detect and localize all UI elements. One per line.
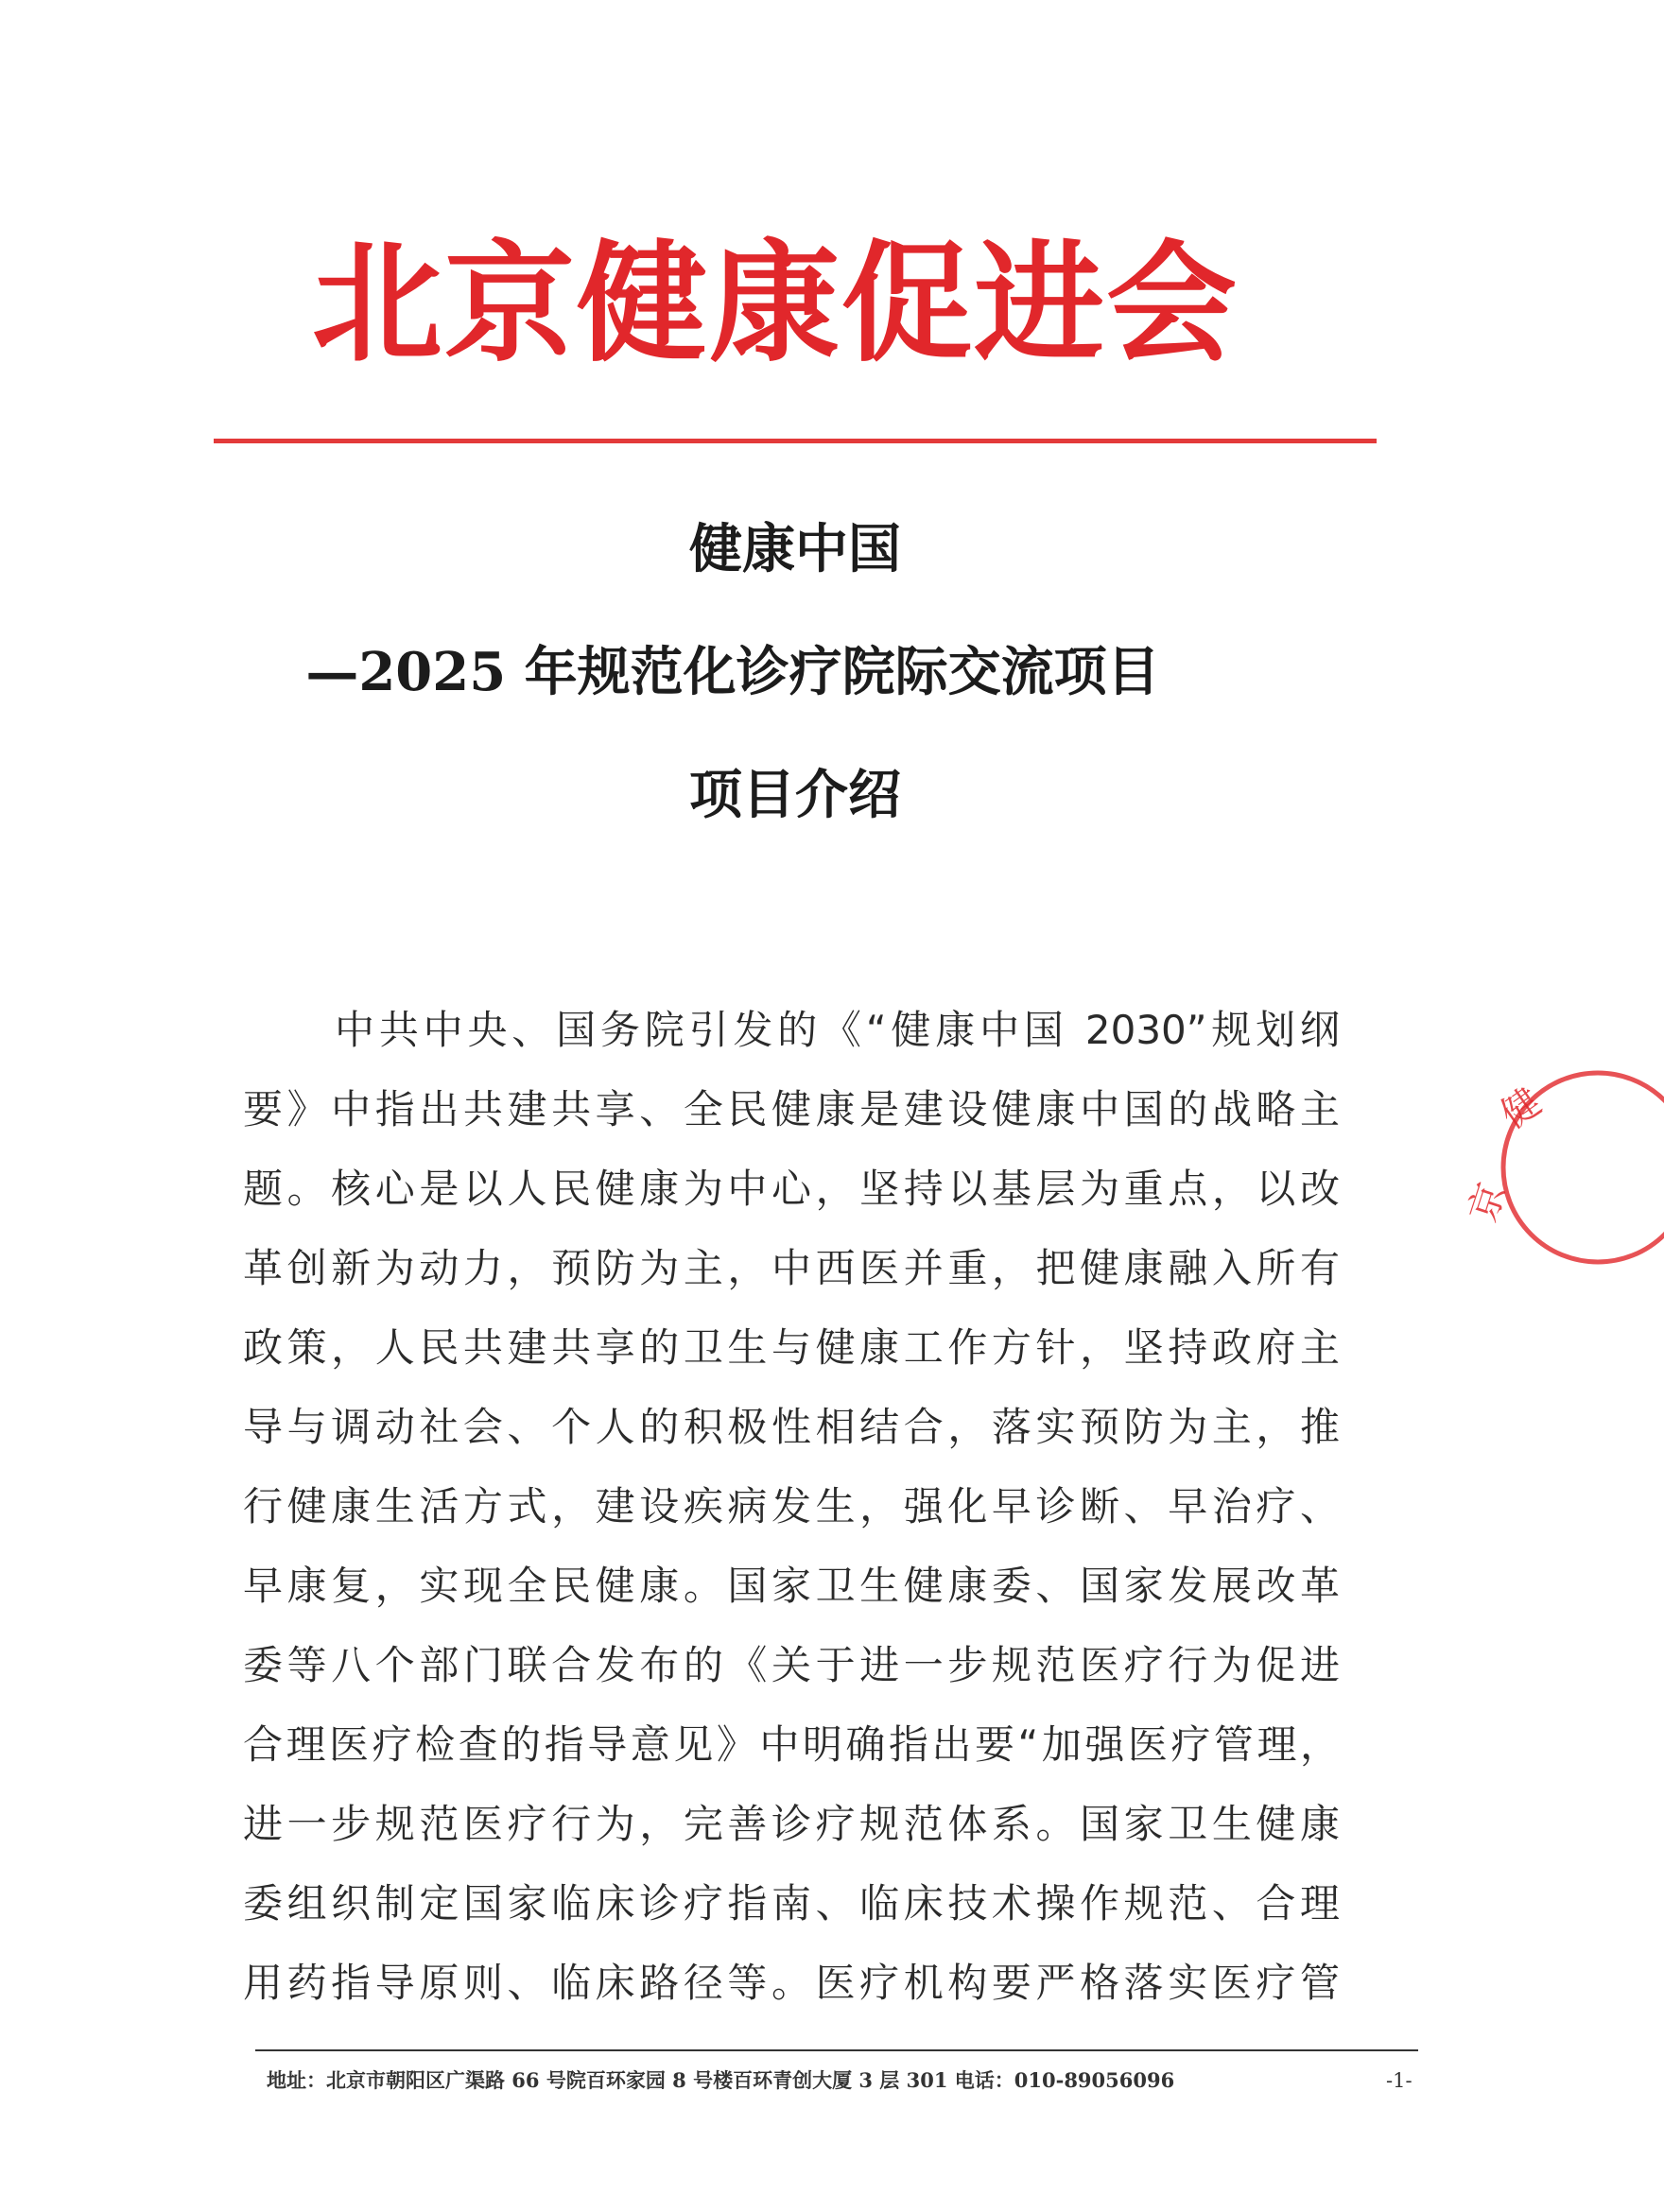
body-line: 委组织制定国家临床诊疗指南、临床技术操作规范、合理 — [243, 1880, 1340, 1927]
body-line: 中共中央、国务院引发的《“健康中国 2030”规划纲 — [335, 1007, 1340, 1053]
official-seal-stamp — [1461, 1040, 1664, 1295]
title-line-3: 项目介绍 — [689, 764, 901, 826]
body-line: 进一步规范医疗行为，完善诊疗规范体系。国家卫生健康 — [243, 1801, 1340, 1847]
body-line: 委等八个部门联合发布的《关于进一步规范医疗行为促进 — [243, 1642, 1340, 1688]
footer-address: 地址：北京市朝阳区广渠路 66 号院百环家园 8 号楼百环青创大厦 3 层 301 电话：010-89056096 — [267, 2068, 1175, 2092]
seal-lettering: 健 — [1493, 1080, 1550, 1138]
body-line: 行健康生活方式，建设疾病发生，强化早诊断、早治疗、 — [243, 1483, 1340, 1529]
body-paragraph — [243, 991, 1340, 2023]
body-line: 早康复，实现全民健康。国家卫生健康委、国家发展改革 — [243, 1563, 1340, 1609]
body-line: 导与调动社会、个人的积极性相结合，落实预防为主，推 — [243, 1404, 1340, 1450]
body-line: 要》中指出共建共享、全民健康是建设健康中国的战略主 — [243, 1086, 1340, 1132]
page-number: -1- — [1386, 2069, 1413, 2092]
title-line-2: —2025 年规范化诊疗院际交流项目 — [305, 641, 1160, 703]
body-line: 政策，人民共建共享的卫生与健康工作方针，坚持政府主 — [243, 1324, 1340, 1371]
footer-rule — [255, 2049, 1418, 2051]
body-line: 用药指导原则、临床路径等。医疗机构要严格落实医疗管 — [243, 1960, 1340, 2006]
letterhead-organization-name: 北京健康促进会 — [312, 226, 1239, 380]
body-line: 合理医疗检查的指导意见》中明确指出要“加强医疗管理， — [243, 1721, 1340, 1768]
body-line: 题。核心是以人民健康为中心，坚持以基层为重点，以改 — [243, 1166, 1340, 1212]
letterhead-red-rule — [214, 439, 1377, 443]
body-line: 革创新为动力，预防为主，中西医并重，把健康融入所有 — [243, 1245, 1340, 1291]
seal-lettering: 京 — [1461, 1177, 1515, 1228]
title-line-1: 健康中国 — [689, 518, 901, 580]
